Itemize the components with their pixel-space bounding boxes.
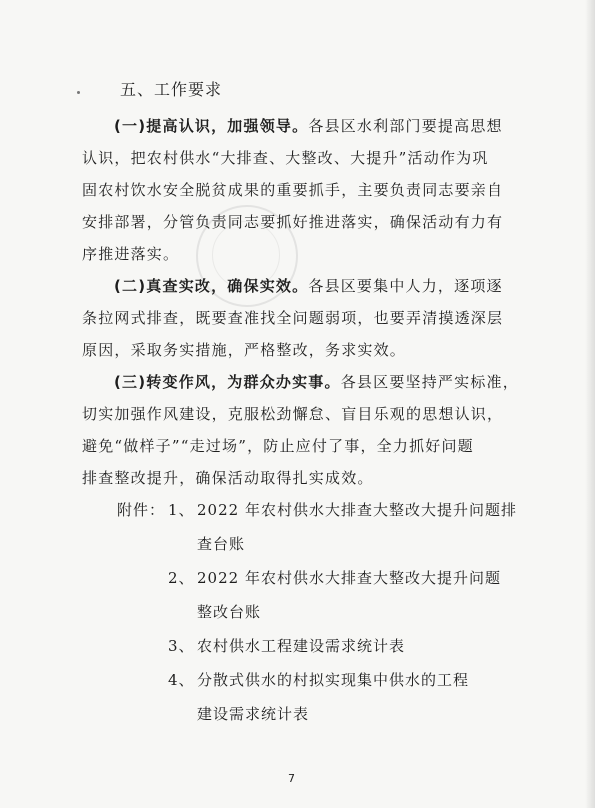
paragraph-2-lead: (二)真查实改，确保实效。 — [114, 277, 309, 295]
attachments-label: 附件： — [117, 501, 166, 519]
attachment-1-line-2: 查台账 — [197, 535, 246, 553]
paragraph-2-line-2: 条拉网式排查，既要查准找全问题弱项，也要弄清摸透深层 — [82, 309, 504, 327]
paragraph-1-line-1: (一)提高认识，加强领导。各县区水利部门要提高思想 — [114, 117, 503, 135]
paragraph-1-line-5: 序推进落实。 — [82, 245, 180, 263]
paragraph-3-lead: (三)转变作风，为群众办实事。 — [114, 373, 341, 391]
paragraph-3-line-4: 排查整改提升，确保活动取得扎实成效。 — [82, 469, 374, 487]
attachment-2-line-2: 整改台账 — [197, 603, 262, 621]
scan-mark — [77, 91, 80, 94]
scan-edge-shadow — [585, 0, 595, 808]
page-number: 7 — [288, 772, 295, 785]
paragraph-3-line-3: 避免“做样子”“走过场”，防止应付了事，全力抓好问题 — [82, 437, 474, 455]
paragraph-1-line-2: 认识，把农村供水“大排查、大整改、大提升”活动作为巩 — [82, 149, 489, 167]
attachment-3-line-1: 农村供水工程建设需求统计表 — [197, 637, 406, 655]
paragraph-1-line-3: 固农村饮水安全脱贫成果的重要抓手，主要负责同志要亲自 — [82, 181, 504, 199]
paragraph-1-line-4: 安排部署，分管负责同志要抓好推进落实，确保活动有力有 — [82, 213, 504, 231]
attachment-4-line-2: 建设需求统计表 — [197, 705, 310, 723]
paragraph-2-line-1: (二)真查实改，确保实效。各县区要集中人力，逐项逐 — [114, 277, 503, 295]
paragraph-2-line-3: 原因，采取务实措施，严格整改，务求实效。 — [82, 341, 407, 359]
attachment-4-number: 4、 — [168, 671, 195, 689]
attachment-3-number: 3、 — [168, 637, 195, 655]
paragraph-3-line-2: 切实加强作风建设，克服松劲懈怠、盲目乐观的思想认识， — [82, 405, 504, 423]
attachment-2-line-1: 2022 年农村供水大排查大整改大提升问题 — [197, 569, 501, 587]
attachment-4-line-1: 分散式供水的村拟实现集中供水的工程 — [197, 671, 470, 689]
paragraph-1-lead: (一)提高认识，加强领导。 — [114, 117, 309, 135]
attachment-1-number: 1、 — [168, 501, 195, 519]
paragraph-3-line-1: (三)转变作风，为群众办实事。各县区要坚持严实标准， — [114, 373, 519, 391]
attachment-1-line-1: 2022 年农村供水大排查大整改大提升问题排 — [197, 501, 517, 519]
section-heading: 五、工作要求 — [120, 80, 223, 99]
attachment-2-number: 2、 — [168, 569, 195, 587]
